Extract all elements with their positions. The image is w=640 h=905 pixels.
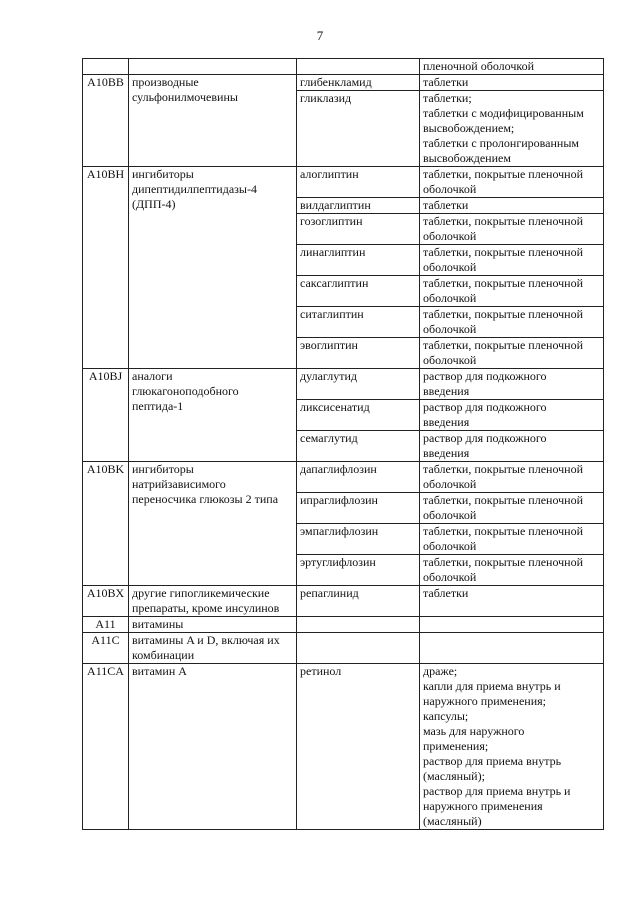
dosage-form-cell: таблетки, покрытые пленочной оболочкой bbox=[420, 245, 604, 276]
drug-cell: ипраглифлозин bbox=[297, 493, 420, 524]
table-row bbox=[83, 167, 604, 198]
drug-cell: семаглутид bbox=[297, 431, 420, 462]
atc-code-cell bbox=[83, 59, 129, 75]
dosage-form-cell: таблетки, покрытые пленочной оболочкой bbox=[420, 524, 604, 555]
group-cell: производные сульфонилмочевины bbox=[129, 75, 297, 167]
dosage-form-cell: таблетки, покрытые пленочной оболочкой bbox=[420, 555, 604, 586]
table-row bbox=[83, 75, 604, 91]
atc-code-cell: A10BK bbox=[83, 462, 129, 586]
table-row bbox=[83, 462, 604, 493]
table-row bbox=[83, 617, 604, 633]
table-row bbox=[83, 369, 604, 400]
atc-code-cell: A10BJ bbox=[83, 369, 129, 462]
group-cell: ингибиторы натрийзависимого переносчика глюкозы 2 типа bbox=[129, 462, 297, 586]
drug-cell: гликлазид bbox=[297, 91, 420, 167]
dosage-form-cell bbox=[420, 633, 604, 664]
drug-cell: вилдаглиптин bbox=[297, 198, 420, 214]
drug-cell: ретинол bbox=[297, 664, 420, 830]
drug-cell: глибенкламид bbox=[297, 75, 420, 91]
dosage-form-cell: таблетки bbox=[420, 198, 604, 214]
drug-cell: дапаглифлозин bbox=[297, 462, 420, 493]
atc-code-cell: A10BX bbox=[83, 586, 129, 617]
dosage-form-cell: пленочной оболочкой bbox=[420, 59, 604, 75]
dosage-form-cell: раствор для подкожного введения bbox=[420, 431, 604, 462]
drug-cell bbox=[297, 59, 420, 75]
dosage-form-cell: раствор для подкожного введения bbox=[420, 400, 604, 431]
group-cell: витамины A и D, включая их комбинации bbox=[129, 633, 297, 664]
group-cell: витамины bbox=[129, 617, 297, 633]
drug-cell: саксаглиптин bbox=[297, 276, 420, 307]
drug-cell bbox=[297, 617, 420, 633]
dosage-form-cell: таблетки bbox=[420, 75, 604, 91]
atc-code-cell: A11C bbox=[83, 633, 129, 664]
dosage-form-cell: таблетки, покрытые пленочной оболочкой bbox=[420, 338, 604, 369]
dosage-form-cell: таблетки, покрытые пленочной оболочкой bbox=[420, 462, 604, 493]
drug-cell: линаглиптин bbox=[297, 245, 420, 276]
page-number: 7 bbox=[316, 28, 324, 43]
drug-classification-table bbox=[82, 58, 604, 830]
drug-cell: алоглиптин bbox=[297, 167, 420, 198]
dosage-form-cell: раствор для подкожного введения bbox=[420, 369, 604, 400]
table-row bbox=[83, 664, 604, 830]
dosage-form-cell: драже; капли для приема внутрь и наружного применения; капсулы; мазь для наружного применения; раствор для приема внутрь (масляный); раствор для приема внутрь и наружного применения (масляный) bbox=[420, 664, 604, 830]
group-cell bbox=[129, 59, 297, 75]
table-row bbox=[83, 59, 604, 75]
atc-code-cell: A11 bbox=[83, 617, 129, 633]
dosage-form-cell: таблетки, покрытые пленочной оболочкой bbox=[420, 276, 604, 307]
drug-cell: эртуглифлозин bbox=[297, 555, 420, 586]
atc-code-cell: A10BB bbox=[83, 75, 129, 167]
atc-code-cell: A10BH bbox=[83, 167, 129, 369]
drug-cell: дулаглутид bbox=[297, 369, 420, 400]
drug-cell: эвоглиптин bbox=[297, 338, 420, 369]
group-cell: аналоги глюкагоноподобного пептида-1 bbox=[129, 369, 297, 462]
table-row bbox=[83, 633, 604, 664]
group-cell: другие гипогликемические препараты, кроме инсулинов bbox=[129, 586, 297, 617]
dosage-form-cell bbox=[420, 617, 604, 633]
drug-cell: репаглинид bbox=[297, 586, 420, 617]
group-cell: ингибиторы дипептидилпептидазы-4 (ДПП-4) bbox=[129, 167, 297, 369]
dosage-form-cell: таблетки, покрытые пленочной оболочкой bbox=[420, 167, 604, 198]
dosage-form-cell: таблетки bbox=[420, 586, 604, 617]
dosage-form-cell: таблетки, покрытые пленочной оболочкой bbox=[420, 214, 604, 245]
drug-cell: ситаглиптин bbox=[297, 307, 420, 338]
dosage-form-cell: таблетки, покрытые пленочной оболочкой bbox=[420, 307, 604, 338]
drug-cell: гозоглиптин bbox=[297, 214, 420, 245]
drug-cell bbox=[297, 633, 420, 664]
dosage-form-cell: таблетки; таблетки с модифицированным высвобождением; таблетки с пролонгированным высвобождением bbox=[420, 91, 604, 167]
dosage-form-cell: таблетки, покрытые пленочной оболочкой bbox=[420, 493, 604, 524]
table-row bbox=[83, 586, 604, 617]
group-cell: витамин A bbox=[129, 664, 297, 830]
drug-cell: эмпаглифлозин bbox=[297, 524, 420, 555]
drug-cell: ликсисенатид bbox=[297, 400, 420, 431]
atc-code-cell: A11CA bbox=[83, 664, 129, 830]
